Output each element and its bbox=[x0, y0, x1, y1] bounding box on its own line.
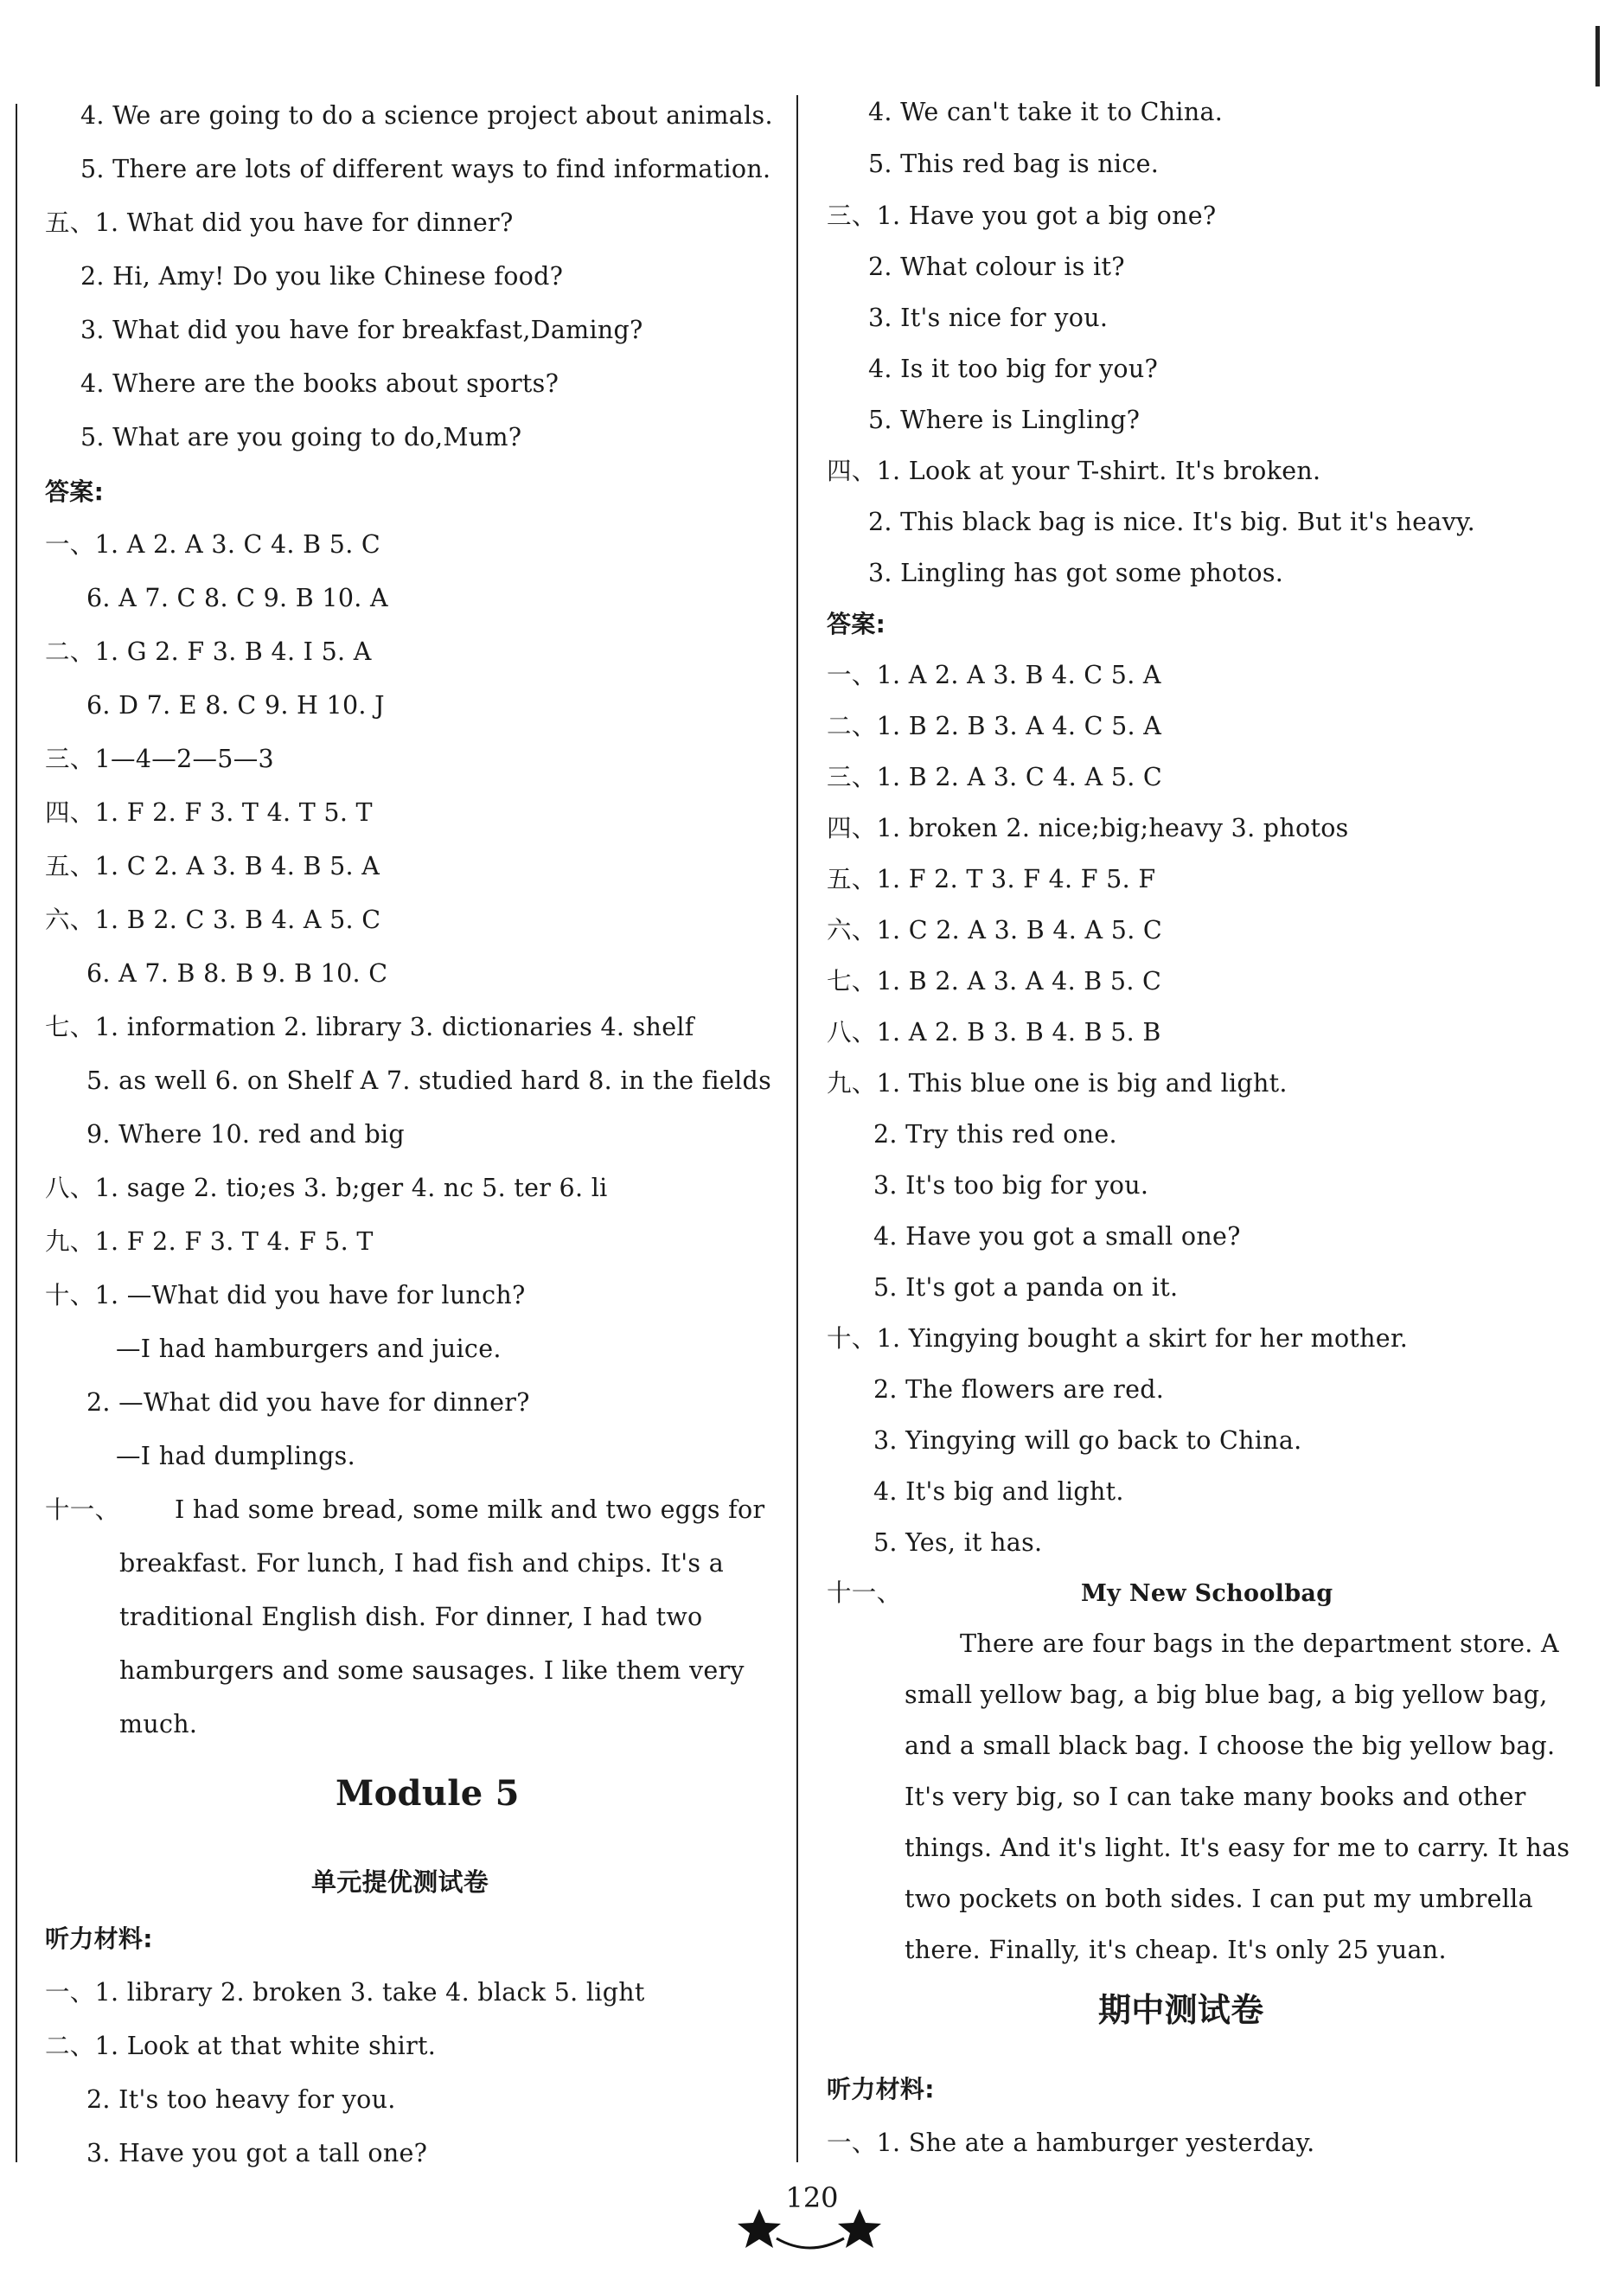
essay-line: There are four bags in the department store. A bbox=[960, 1629, 1559, 1658]
answer-line: 5. as well 6. on Shelf A 7. studied hard 8. in the fields bbox=[86, 1066, 772, 1095]
text-line: 5. Where is Lingling? bbox=[868, 406, 1141, 434]
answer-line: 3. It's too big for you. bbox=[873, 1171, 1149, 1200]
answer-line: —I had dumplings. bbox=[116, 1442, 355, 1470]
answer-line: 5. It's got a panda on it. bbox=[873, 1273, 1179, 1302]
essay-title: My New Schoolbag bbox=[1081, 1580, 1333, 1607]
listening-label: 听力材料: bbox=[827, 2075, 935, 2103]
answer-line: 2. The flowers are red. bbox=[873, 1375, 1165, 1404]
answer-line: 二、1. B 2. B 3. A 4. C 5. A bbox=[827, 712, 1162, 740]
answer-line: 五、1. C 2. A 3. B 4. B 5. A bbox=[45, 852, 380, 880]
column-divider bbox=[796, 95, 798, 2162]
text-line: 一、1. library 2. broken 3. take 4. black 5. light bbox=[45, 1978, 645, 2007]
essay-line: traditional English dish. For dinner, I had two bbox=[119, 1603, 703, 1631]
answer-line: 四、1. F 2. F 3. T 4. T 5. T bbox=[45, 798, 373, 827]
answer-line: 七、1. information 2. library 3. dictionaries 4. shelf bbox=[45, 1013, 694, 1041]
answer-line: 2. Try this red one. bbox=[873, 1120, 1117, 1149]
essay-line: there. Finally, it's cheap. It's only 25 yuan. bbox=[905, 1936, 1447, 1964]
answer-line: 6. A 7. B 8. B 9. B 10. C bbox=[86, 959, 388, 988]
star-icon bbox=[738, 2209, 781, 2248]
answer-line: 4. Have you got a small one? bbox=[873, 1222, 1241, 1251]
essay-line: small yellow bag, a big blue bag, a big yellow bag, bbox=[905, 1681, 1548, 1709]
text-line: 5. This red bag is nice. bbox=[868, 150, 1160, 178]
answer-line: 一、1. A 2. A 3. B 4. C 5. A bbox=[827, 661, 1161, 689]
answer-line: 十、1. —What did you have for lunch? bbox=[45, 1281, 526, 1309]
text-line: 2. It's too heavy for you. bbox=[86, 2085, 396, 2114]
text-line: 5. What are you going to do,Mum? bbox=[80, 423, 522, 451]
answers-label: 答案: bbox=[827, 610, 886, 638]
right-edge-mark bbox=[1595, 26, 1600, 86]
answer-line: 一、1. A 2. A 3. C 4. B 5. C bbox=[45, 530, 381, 559]
answer-line: 四、1. broken 2. nice;big;heavy 3. photos bbox=[827, 814, 1349, 842]
answer-line: 六、1. B 2. C 3. B 4. A 5. C bbox=[45, 906, 381, 934]
page-number: 120 bbox=[785, 2181, 839, 2214]
text-line: 3. Have you got a tall one? bbox=[86, 2139, 428, 2167]
answer-line: 八、1. A 2. B 3. B 4. B 5. B bbox=[827, 1018, 1161, 1047]
answer-line: 八、1. sage 2. tio;es 3. b;ger 4. nc 5. ter 6. li bbox=[45, 1174, 608, 1202]
module-heading: Module 5 bbox=[336, 1773, 520, 1814]
text-line: 一、1. She ate a hamburger yesterday. bbox=[827, 2129, 1315, 2157]
answers-label: 答案: bbox=[45, 477, 105, 506]
answer-line: 9. Where 10. red and big bbox=[86, 1120, 405, 1149]
answer-line: 2. —What did you have for dinner? bbox=[86, 1388, 530, 1417]
essay-line: It's very big, so I can take many books and other bbox=[905, 1783, 1526, 1811]
answer-line: 6. A 7. C 8. C 9. B 10. A bbox=[86, 584, 388, 612]
essay-line: things. And it's light. It's easy for me to carry. It has bbox=[905, 1834, 1570, 1862]
answer-line: 七、1. B 2. A 3. A 4. B 5. C bbox=[827, 967, 1162, 996]
text-line: 4. We can't take it to China. bbox=[868, 98, 1224, 126]
essay-line: much. bbox=[119, 1710, 198, 1738]
text-line: 2. Hi, Amy! Do you like Chinese food? bbox=[80, 262, 564, 291]
star-icon bbox=[838, 2209, 881, 2248]
text-line: 2. What colour is it? bbox=[868, 253, 1125, 281]
text-line: 三、1. Have you got a big one? bbox=[827, 202, 1217, 230]
answer-line: 十、1. Yingying bought a skirt for her mother. bbox=[827, 1324, 1409, 1353]
swoosh-curve bbox=[777, 2238, 844, 2248]
essay-line: breakfast. For lunch, I had fish and chips. It's a bbox=[119, 1549, 725, 1578]
listening-label: 听力材料: bbox=[45, 1924, 153, 1953]
test-subheading: 单元提优测试卷 bbox=[311, 1867, 489, 1897]
answer-line: 4. It's big and light. bbox=[873, 1477, 1124, 1506]
left-margin-rule bbox=[16, 104, 17, 2162]
text-line: 4. Is it too big for you? bbox=[868, 355, 1159, 383]
text-line: 五、1. What did you have for dinner? bbox=[45, 208, 514, 237]
answer-line: 五、1. F 2. T 3. F 4. F 5. F bbox=[827, 865, 1156, 893]
text-line: 3. It's nice for you. bbox=[868, 304, 1109, 332]
answer-line: 九、1. F 2. F 3. T 4. F 5. T bbox=[45, 1227, 374, 1256]
midterm-heading: 期中测试卷 bbox=[1098, 1991, 1264, 2029]
answer-line: 六、1. C 2. A 3. B 4. A 5. C bbox=[827, 916, 1163, 944]
text-line: 3. What did you have for breakfast,Daming? bbox=[80, 316, 643, 344]
essay-line: I had some bread, some milk and two eggs for bbox=[175, 1495, 765, 1524]
essay-line: hamburgers and some sausages. I like them very bbox=[119, 1656, 745, 1685]
answer-line: 三、1. B 2. A 3. C 4. A 5. C bbox=[827, 763, 1163, 791]
text-line: 4. Where are the books about sports? bbox=[80, 369, 559, 398]
section-marker: 十一、 bbox=[827, 1578, 902, 1607]
essay-line: two pockets on both sides. I can put my umbrella bbox=[905, 1885, 1533, 1913]
text-line: 5. There are lots of different ways to find information. bbox=[80, 155, 771, 183]
answer-line: 三、1—4—2—5—3 bbox=[45, 745, 274, 773]
answer-line: 5. Yes, it has. bbox=[873, 1528, 1043, 1557]
answer-line: 3. Yingying will go back to China. bbox=[873, 1426, 1302, 1455]
text-line: 4. We are going to do a science project about animals. bbox=[80, 101, 773, 130]
answer-line: —I had hamburgers and juice. bbox=[116, 1335, 502, 1363]
text-line: 3. Lingling has got some photos. bbox=[868, 559, 1284, 587]
answer-line: 九、1. This blue one is big and light. bbox=[827, 1069, 1288, 1098]
essay-line: and a small black bag. I choose the big yellow bag. bbox=[905, 1732, 1556, 1760]
answer-line: 6. D 7. E 8. C 9. H 10. J bbox=[86, 691, 385, 720]
text-line: 二、1. Look at that white shirt. bbox=[45, 2032, 437, 2060]
text-line: 2. This black bag is nice. It's big. But it's heavy. bbox=[868, 508, 1475, 536]
section-marker: 十一、 bbox=[45, 1495, 120, 1524]
text-line: 四、1. Look at your T-shirt. It's broken. bbox=[827, 457, 1321, 485]
answer-line: 二、1. G 2. F 3. B 4. I 5. A bbox=[45, 637, 372, 666]
